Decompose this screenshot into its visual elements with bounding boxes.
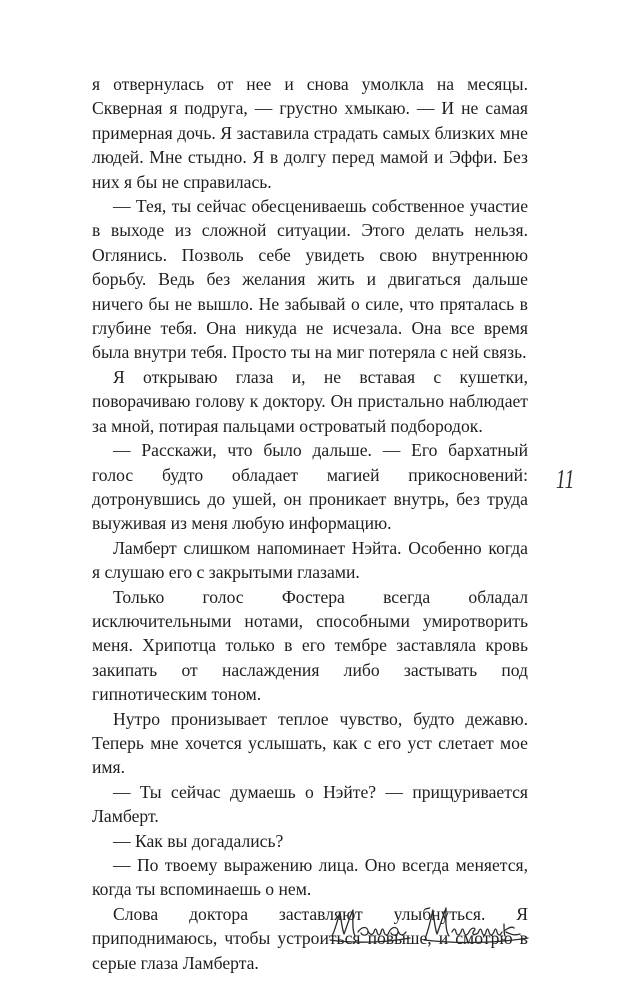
paragraph: Ламберт слишком напоминает Нэйта. Особенно когда я слушаю его с закрытыми глазами. <box>92 537 528 583</box>
paragraph: — Тея, ты сейчас обесцениваешь собственное участие в выходе из сложной ситуации. Этого делать нельзя. Оглянись. Позволь себе увидеть свою внутреннюю борьбу. Ведь без желания жить и двигаться дальше ничего бы не вышло. Не забывай о силе, что пряталась в глубине тебя. Она никуда не исчезала. Она все время была внутри тебя. Просто ты на миг потеряла с ней связь. <box>92 196 528 363</box>
paragraph: — Как вы догадались? <box>113 830 284 851</box>
paragraph: — Расскажи, что было дальше. — Его бархатный голос будто обладает магией прикосновений: дотронувшись до ушей, он проникает внутрь, без труда выуживая из меня любую информацию. <box>92 440 528 534</box>
paragraph: Нутро пронизывает теплое чувство, будто дежавю. Теперь мне хочется услышать, как с его уст слетает мое имя. <box>92 708 528 778</box>
author-signature <box>328 898 538 954</box>
paragraph: Только голос Фостера всегда обладал исключительными нотами, способными умиротворить меня. Хрипотца только в его тембре заставляла кровь закипать от наслаждения либо застывать под гипнотическим тоном. <box>92 586 528 705</box>
paragraph: я отвернулась от нее и снова умолкла на месяцы. Скверная я подруга, — грустно хмыкаю. — И не самая примерная дочь. Я заставила страдать самых близких мне людей. Мне стыдно. Я в долгу перед мамой и Эффи. Без них я бы не справилась. <box>92 74 528 192</box>
body-text <box>92 72 528 975</box>
page-number: 11 <box>556 464 575 494</box>
paragraph: Я открываю глаза и, не вставая с кушетки, поворачиваю голову к доктору. Он пристально наблюдает за мной, потирая пальцами островатый подбородок. <box>92 366 528 436</box>
paragraph: — Ты сейчас думаешь о Нэйте? — прищуривается Ламберт. <box>92 781 528 827</box>
paragraph: — По твоему выражению лица. Оно всегда меняется, когда ты вспоминаешь о нем. <box>92 855 528 900</box>
paragraph: Слова доктора заставляют улыбнуться. Я приподнимаюсь, чтобы устроиться повыше, и смотрю в серые глаза Ламберта. <box>92 903 528 973</box>
